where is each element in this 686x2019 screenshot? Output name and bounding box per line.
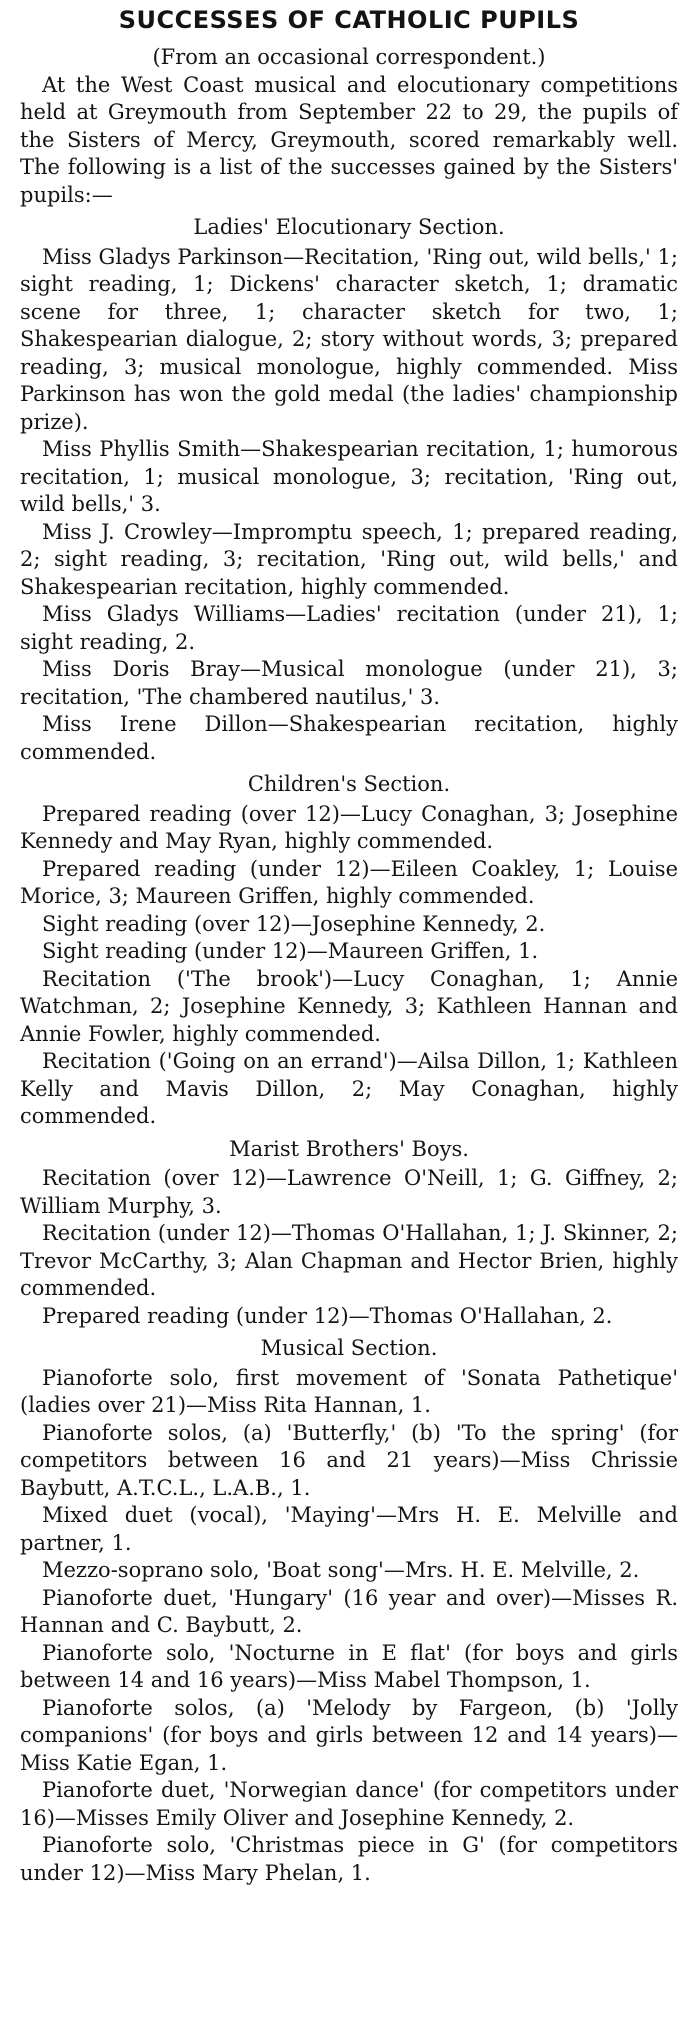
result-paragraph: Prepared reading (under 12)—Thomas O'Hallahan, 2.	[42, 1303, 613, 1328]
result-paragraph: Pianoforte duet, 'Norwegian dance' (for competitors under 16)—Misses Emily Oliver and Josephine Kennedy, 2.	[20, 1778, 678, 1830]
result-paragraph: Pianoforte solo, first movement of 'Sonata Pathetique' (ladies over 21)—Miss Rita Hannan, 1.	[20, 1365, 678, 1417]
result-paragraph: Pianoforte solos, (a) 'Melody by Fargeon, (b) 'Jolly companions' (for boys and girls between 12 and 14 years)—Miss Katie Egan, 1.	[20, 1695, 678, 1775]
intro-paragraph: At the West Coast musical and elocutionary competitions held at Greymouth from September 22 to 29, the pupils of the Sisters of Mercy, Greymouth, scored remarkably well. The following is a list of the successes gained by the Sisters' pupils:—	[20, 72, 678, 207]
result-paragraph: Miss Gladys Parkinson—Recitation, 'Ring out, wild bells,' 1; sight reading, 1; Dickens' character sketch, 1; dramatic scene for three, 1; character sketch for two, 1; Shakespearian dialogue, 2; story without words, 3; prepared reading, 3; musical monologue, highly commended. Miss Parkinson has won the gold medal (the ladies' championship prize).	[20, 244, 678, 434]
article-byline: (From an occasional correspondent.)	[152, 45, 546, 69]
result-paragraph: Pianoforte solos, (a) 'Butterfly,' (b) 'To the spring' (for competitors between 16 and 21 years)—Miss Chrissie Baybutt, A.T.C.L., L.A.B., 1.	[20, 1420, 678, 1500]
section-ladies-elocutionary	[20, 214, 678, 766]
result-paragraph: Miss Phyllis Smith—Shakespearian recitation, 1; humorous recitation, 1; musical monologue, 3; recitation, 'Ring out, wild bells,' 3.	[20, 437, 678, 516]
result-paragraph: Miss Irene Dillon—Shakespearian recitation, highly commended.	[20, 712, 678, 764]
result-paragraph: Prepared reading (under 12)—Eileen Coakley, 1; Louise Morice, 3; Maureen Griffen, highly commended.	[20, 856, 678, 908]
result-paragraph: Miss Gladys Williams—Ladies' recitation (under 21), 1; sight reading, 2.	[20, 602, 678, 654]
result-paragraph: Mixed duet (vocal), 'Maying'—Mrs H. E. Melville and partner, 1.	[20, 1503, 678, 1555]
section-marist-brothers-boys	[20, 1136, 678, 1331]
result-paragraph: Sight reading (over 12)—Josephine Kennedy, 2.	[42, 911, 546, 936]
result-paragraph: Recitation (over 12)—Lawrence O'Neill, 1; G. Giffney, 2; William Murphy, 3.	[20, 1166, 678, 1218]
section-heading: Musical Section.	[260, 1336, 438, 1360]
section-heading: Marist Brothers' Boys.	[229, 1136, 469, 1161]
result-paragraph: Sight reading (under 12)—Maureen Griffen, 1.	[42, 939, 539, 963]
section-heading: Ladies' Elocutionary Section.	[193, 215, 505, 239]
section-childrens	[20, 771, 678, 1131]
result-paragraph: Miss Doris Bray—Musical monologue (under 21), 3; recitation, 'The chambered nautilus,' 3.	[20, 657, 678, 709]
result-paragraph: Pianoforte solo, 'Christmas piece in G' (for competitors under 12)—Miss Mary Phelan, 1.	[20, 1833, 678, 1885]
result-paragraph: Miss J. Crowley—Impromptu speech, 1; prepared reading, 2; sight reading, 3; recitation, 'Ring out, wild bells,' and Shakespearian recitation, highly commended.	[20, 519, 678, 599]
result-paragraph: Prepared reading (over 12)—Lucy Conaghan, 3; Josephine Kennedy and May Ryan, highly commended.	[20, 801, 678, 853]
result-paragraph: Recitation (under 12)—Thomas O'Hallahan, 1; J. Skinner, 2; Trevor McCarthy, 3; Alan Chapman and Hector Brien, highly commended.	[20, 1221, 678, 1300]
result-paragraph: Recitation ('Going on an errand')—Ailsa Dillon, 1; Kathleen Kelly and Mavis Dillon, 2; May Conaghan, highly commended.	[20, 1049, 678, 1128]
section-heading: Children's Section.	[247, 772, 451, 796]
result-paragraph: Mezzo-soprano solo, 'Boat song'—Mrs. H. E. Melville, 2.	[42, 1558, 640, 1582]
section-musical	[20, 1335, 678, 1887]
article-title: SUCCESSES OF CATHOLIC PUPILS	[118, 6, 580, 34]
result-paragraph: Recitation ('The brook')—Lucy Conaghan, 1; Annie Watchman, 2; Josephine Kennedy, 3; Kathleen Hannan and Annie Fowler, highly commended.	[20, 966, 678, 1046]
result-paragraph: Pianoforte solo, 'Nocturne in E flat' (for boys and girls between 14 and 16 years)—Miss Mabel Thompson, 1.	[20, 1640, 678, 1692]
result-paragraph: Pianoforte duet, 'Hungary' (16 year and over)—Misses R. Hannan and C. Baybutt, 2.	[20, 1585, 678, 1637]
